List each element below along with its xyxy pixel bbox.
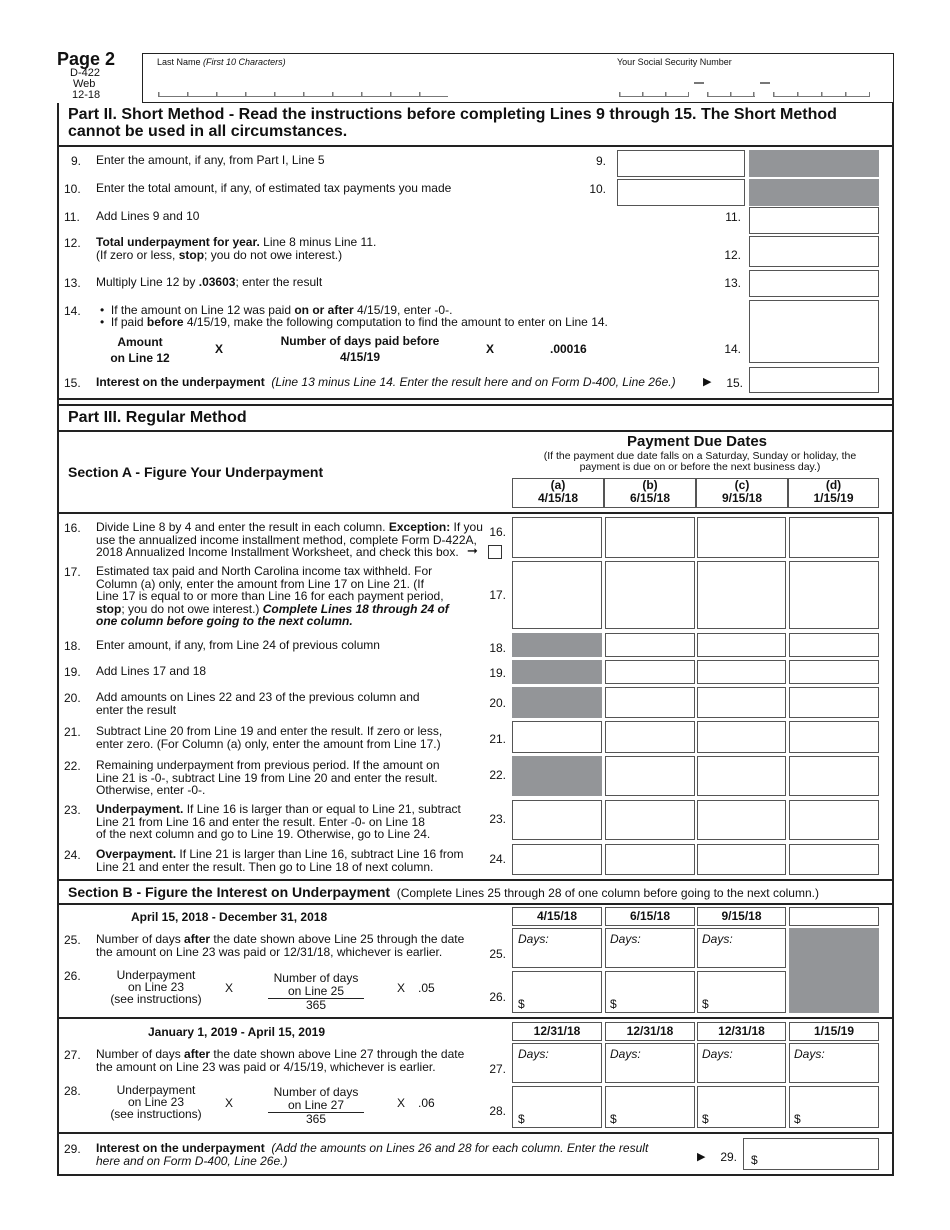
form-id: D-422 (70, 67, 100, 79)
line14-days-label: Number of days paid before 4/15/19 (280, 334, 440, 364)
line22-text: Remaining underpayment from previous period. If the amount on Line 21 is -0-, subtract Line 19 from Line 20 and enter the result. Otherwise, enter -0-. (96, 758, 440, 797)
period2-date-a: 12/31/18 (512, 1022, 602, 1041)
period2-date-d: 1/15/19 (789, 1022, 879, 1041)
line26-num: 26. (64, 969, 81, 983)
ssn-field-1[interactable] (619, 92, 689, 97)
line25-num: 25. (64, 933, 81, 947)
col-a-header: (a) 4/15/18 (512, 478, 604, 508)
line27-text: Number of days after the date shown above Line 27 through the date the amount on Line 23 was paid or 4/15/19, whichever is earlier. (96, 1047, 465, 1074)
line23-field-a[interactable] (512, 800, 602, 840)
line19-text: Add Lines 17 and 18 (96, 664, 207, 678)
line28-x2: X (397, 1096, 406, 1110)
part2-bottom (57, 398, 894, 400)
line17-field-b[interactable] (605, 561, 695, 629)
line10-shaded (749, 179, 879, 206)
line12-ref: 12. (724, 248, 741, 262)
line27-field-d[interactable]: Days: (789, 1043, 879, 1083)
line24-num: 24. (64, 848, 81, 862)
line28-ref: 28. (489, 1104, 506, 1118)
line28-fraction: Number of days on Line 27 365 (268, 1086, 364, 1126)
line21-ref: 21. (489, 732, 506, 746)
line22-field-b[interactable] (605, 756, 695, 796)
line20-shaded-a (512, 687, 602, 718)
line23-ref: 23. (489, 812, 506, 826)
line14-amount-label: Amount on Line 12 (110, 335, 170, 365)
line16-text: Divide Line 8 by 4 and enter the result in each column. Exception: If you use the annualized income installment method, complete Form D-422A, 2018 Annualized Income Installment Worksheet, and check this box. (96, 520, 483, 559)
line29-divider (57, 1132, 894, 1134)
line28-field-c[interactable]: $ (697, 1086, 786, 1128)
line19-field-b[interactable] (605, 660, 695, 684)
line27-field-c[interactable]: Days: (697, 1043, 786, 1083)
line10-num: 10. (64, 182, 81, 196)
line14-num: 14. (64, 304, 81, 318)
line25-field-b[interactable]: Days: (605, 928, 695, 968)
line9-text: Enter the amount, if any, from Part I, Line 5 (96, 153, 325, 167)
line9-shaded (749, 150, 879, 177)
line9-ref: 9. (595, 154, 606, 168)
line12-num: 12. (64, 236, 81, 250)
pdd-note: (If the payment due date falls on a Saturday, Sunday or holiday, the payment is due on or before the next business day.) (543, 450, 857, 473)
line18-ref: 18. (489, 641, 506, 655)
line17-field-a[interactable] (512, 561, 602, 629)
line22-shaded-a (512, 756, 602, 796)
line15-ref: 15. (726, 376, 743, 390)
line24-ref: 24. (489, 852, 506, 866)
line13-ref: 13. (724, 276, 741, 290)
line25-text: Number of days after the date shown above Line 25 through the date the amount on Line 23 was paid or 12/31/18, whichever is earlier. (96, 932, 465, 959)
line20-field-c[interactable] (697, 687, 786, 718)
line17-ref: 17. (489, 588, 506, 602)
ssn-field-3[interactable] (773, 92, 870, 97)
period1-label: April 15, 2018 - December 31, 2018 (131, 910, 328, 924)
line16-arrow-icon: ➞ (467, 543, 478, 558)
line13-field[interactable] (749, 270, 879, 297)
line18-text: Enter amount, if any, from Line 24 of previous column (96, 638, 380, 652)
period1-date-a: 4/15/18 (512, 907, 602, 926)
line13-text: Multiply Line 12 by .03603; enter the result (96, 275, 323, 289)
line16-field-b[interactable] (605, 517, 695, 558)
line12-text: Total underpayment for year. Line 8 minus Line 11. (If zero or less, stop; you do not owe interest.) (96, 235, 377, 262)
frame-bottom (57, 1174, 894, 1176)
line16-num: 16. (64, 521, 81, 535)
ssn-dash-1 (694, 82, 704, 84)
ssn-label: Your Social Security Number (617, 57, 732, 67)
line14-bullet1: • If the amount on Line 12 was paid on or after 4/15/19, enter -0-. (100, 303, 453, 317)
part3-top (57, 404, 894, 406)
page-label: Page 2 (57, 49, 116, 69)
line18-field-b[interactable] (605, 633, 695, 657)
line9-field[interactable] (617, 150, 745, 177)
line10-text: Enter the total amount, if any, of estimated tax payments you made (96, 181, 452, 195)
line22-ref: 22. (489, 768, 506, 782)
last-name-label: Last Name (First 10 Characters) (157, 57, 286, 67)
line24-field-d[interactable] (789, 844, 879, 875)
line29-ref: 29. (720, 1150, 737, 1164)
line11-ref: 11. (725, 210, 741, 224)
section-b-divider (57, 903, 894, 905)
line23-text: Underpayment. If Line 16 is larger than or equal to Line 21, subtract Line 21 from Line 16 and enter the result. Enter -0- on Line 18 of the next column and go to Line 19. Otherwise, go to Line 24. (96, 802, 461, 841)
part3-title: Part III. Regular Method (68, 409, 247, 426)
line17-field-c[interactable] (697, 561, 786, 629)
part2-divider (57, 145, 894, 147)
line11-num: 11. (64, 210, 80, 224)
line29-text: Interest on the underpayment (Add the amounts on Lines 26 and 28 for each column. Enter the result here and on Form D-400, Line 26e.) (96, 1141, 649, 1168)
line18-field-d[interactable] (789, 633, 879, 657)
line26-x2: X (397, 981, 406, 995)
pdd-title: Payment Due Dates (626, 433, 768, 450)
line14-x2: X (486, 342, 495, 356)
line23-field-c[interactable] (697, 800, 786, 840)
line10-field[interactable] (617, 179, 745, 206)
col-d-header: (d) 1/15/19 (788, 478, 879, 508)
frame-right (892, 103, 894, 1175)
line19-ref: 19. (489, 666, 506, 680)
line13-num: 13. (64, 276, 81, 290)
line21-text: Subtract Line 20 from Line 19 and enter the result. If zero or less, enter zero. (For Column (a) only, enter the amount from Line 17.) (96, 724, 443, 751)
part3-divider (57, 430, 894, 432)
line20-text: Add amounts on Lines 22 and 23 of the previous column and enter the result (96, 690, 420, 717)
section-b-top (57, 879, 894, 881)
line19-field-c[interactable] (697, 660, 786, 684)
section-a-title: Section A - Figure Your Underpayment (68, 464, 324, 480)
line21-field-b[interactable] (605, 721, 695, 753)
line27-num: 27. (64, 1048, 81, 1062)
line26-field-b[interactable]: $ (605, 971, 695, 1013)
form-date: 12-18 (72, 89, 101, 101)
line26-x1: X (225, 981, 234, 995)
line16-ref: 16. (489, 525, 506, 539)
line29-arrow-icon: ▶ (697, 1151, 706, 1163)
line26-rate: .05 (418, 981, 435, 995)
ssn-field-2[interactable] (707, 92, 755, 97)
line9-num: 9. (71, 154, 82, 168)
line16-field-d[interactable] (789, 517, 879, 558)
line20-ref: 20. (489, 696, 506, 710)
line27-field-b[interactable]: Days: (605, 1043, 695, 1083)
line12-field[interactable] (749, 236, 879, 267)
section-b-header: Section B - Figure the Interest on Underpayment (Complete Lines 25 through 28 of one column before going to the next column.) (68, 884, 819, 900)
line29-field[interactable]: $ (743, 1138, 879, 1170)
line15-field[interactable] (749, 367, 879, 393)
line23-field-b[interactable] (605, 800, 695, 840)
period2-date-b: 12/31/18 (605, 1022, 695, 1041)
line20-field-d[interactable] (789, 687, 879, 718)
line18-num: 18. (64, 639, 81, 653)
line21-num: 21. (64, 725, 81, 739)
line19-field-d[interactable] (789, 660, 879, 684)
line15-arrow-icon: ▶ (703, 376, 712, 388)
line28-field-a[interactable]: $ (512, 1086, 602, 1128)
line24-field-a[interactable] (512, 844, 602, 875)
line28-field-d[interactable]: $ (789, 1086, 879, 1128)
line16-checkbox[interactable] (488, 545, 502, 559)
period2-label: January 1, 2019 - April 15, 2019 (148, 1025, 325, 1039)
line26-field-a[interactable]: $ (512, 971, 602, 1013)
line24-text: Overpayment. If Line 21 is larger than Line 16, subtract Line 16 from Line 21 and enter the result. Then go to Line 18 of next column. (96, 847, 464, 874)
line28-field-b[interactable]: $ (605, 1086, 695, 1128)
line19-shaded-a (512, 660, 602, 684)
line14-bullet2: • If paid before 4/15/19, make the following computation to find the amount to enter on Line 14. (100, 315, 608, 329)
line17-num: 17. (64, 565, 81, 579)
section-a-divider (57, 512, 894, 514)
line25-26-shaded-d (789, 928, 879, 1013)
period1-date-d (789, 907, 879, 926)
line14-factor: .00016 (550, 342, 587, 356)
line20-field-b[interactable] (605, 687, 695, 718)
line27-ref: 27. (489, 1062, 506, 1076)
line21-field-a[interactable] (512, 721, 602, 753)
line23-num: 23. (64, 803, 81, 817)
line10-ref: 10. (589, 182, 606, 196)
period-divider (57, 1017, 894, 1019)
line11-text: Add Lines 9 and 10 (96, 209, 200, 223)
line21-field-c[interactable] (697, 721, 786, 753)
last-name-field[interactable] (158, 92, 448, 97)
line16-field-a[interactable] (512, 517, 602, 558)
line22-field-c[interactable] (697, 756, 786, 796)
col-b-header: (b) 6/15/18 (604, 478, 696, 508)
line29-num: 29. (64, 1142, 81, 1156)
line27-field-a[interactable]: Days: (512, 1043, 602, 1083)
line26-underpayment: Underpayment on Line 23 (see instructions) (110, 968, 202, 1006)
line23-field-d[interactable] (789, 800, 879, 840)
line24-field-c[interactable] (697, 844, 786, 875)
line11-field[interactable] (749, 207, 879, 234)
line28-num: 28. (64, 1084, 81, 1098)
form-web: Web (73, 78, 96, 90)
frame-left (57, 103, 59, 1175)
line25-field-c[interactable]: Days: (697, 928, 786, 968)
line26-fraction: Number of days on Line 25 365 (268, 972, 364, 1012)
line22-field-d[interactable] (789, 756, 879, 796)
line28-underpayment: Underpayment on Line 23 (see instructions) (110, 1083, 202, 1121)
line26-field-c[interactable]: $ (697, 971, 786, 1013)
line14-ref: 14. (724, 342, 741, 356)
line22-num: 22. (64, 759, 81, 773)
col-c-header: (c) 9/15/18 (696, 478, 788, 508)
line14-field[interactable] (749, 300, 879, 363)
line19-num: 19. (64, 665, 81, 679)
period1-date-b: 6/15/18 (605, 907, 695, 926)
period2-date-c: 12/31/18 (697, 1022, 786, 1041)
line15-text: Interest on the underpayment (Line 13 minus Line 14. Enter the result here and on Form D-400, Line 26e.) (96, 375, 676, 389)
line25-field-a[interactable]: Days: (512, 928, 602, 968)
line18-field-c[interactable] (697, 633, 786, 657)
line17-field-d[interactable] (789, 561, 879, 629)
line14-x1: X (215, 342, 224, 356)
period1-date-c: 9/15/18 (697, 907, 786, 926)
line16-field-c[interactable] (697, 517, 786, 558)
line25-ref: 25. (489, 947, 506, 961)
line15-num: 15. (64, 376, 81, 390)
line24-field-b[interactable] (605, 844, 695, 875)
line26-ref: 26. (489, 990, 506, 1004)
ssn-dash-2 (760, 82, 770, 84)
line20-num: 20. (64, 691, 81, 705)
line28-rate: .06 (418, 1096, 435, 1110)
line17-text: Estimated tax paid and North Carolina income tax withheld. For Column (a) only, enter the amount from Line 17 on Line 21. (If Line 17 is equal to or more than Line 16 for each payment period, stop; you do not owe interest.) Complete Lines 18 through 24 of one column before going to the next column. (96, 564, 449, 628)
part2-title: Part II. Short Method - Read the instructions before completing Lines 9 through 15. The Short Method cannot be used in all circumstances. (68, 106, 837, 140)
line28-x1: X (225, 1096, 234, 1110)
line18-shaded-a (512, 633, 602, 657)
line21-field-d[interactable] (789, 721, 879, 753)
